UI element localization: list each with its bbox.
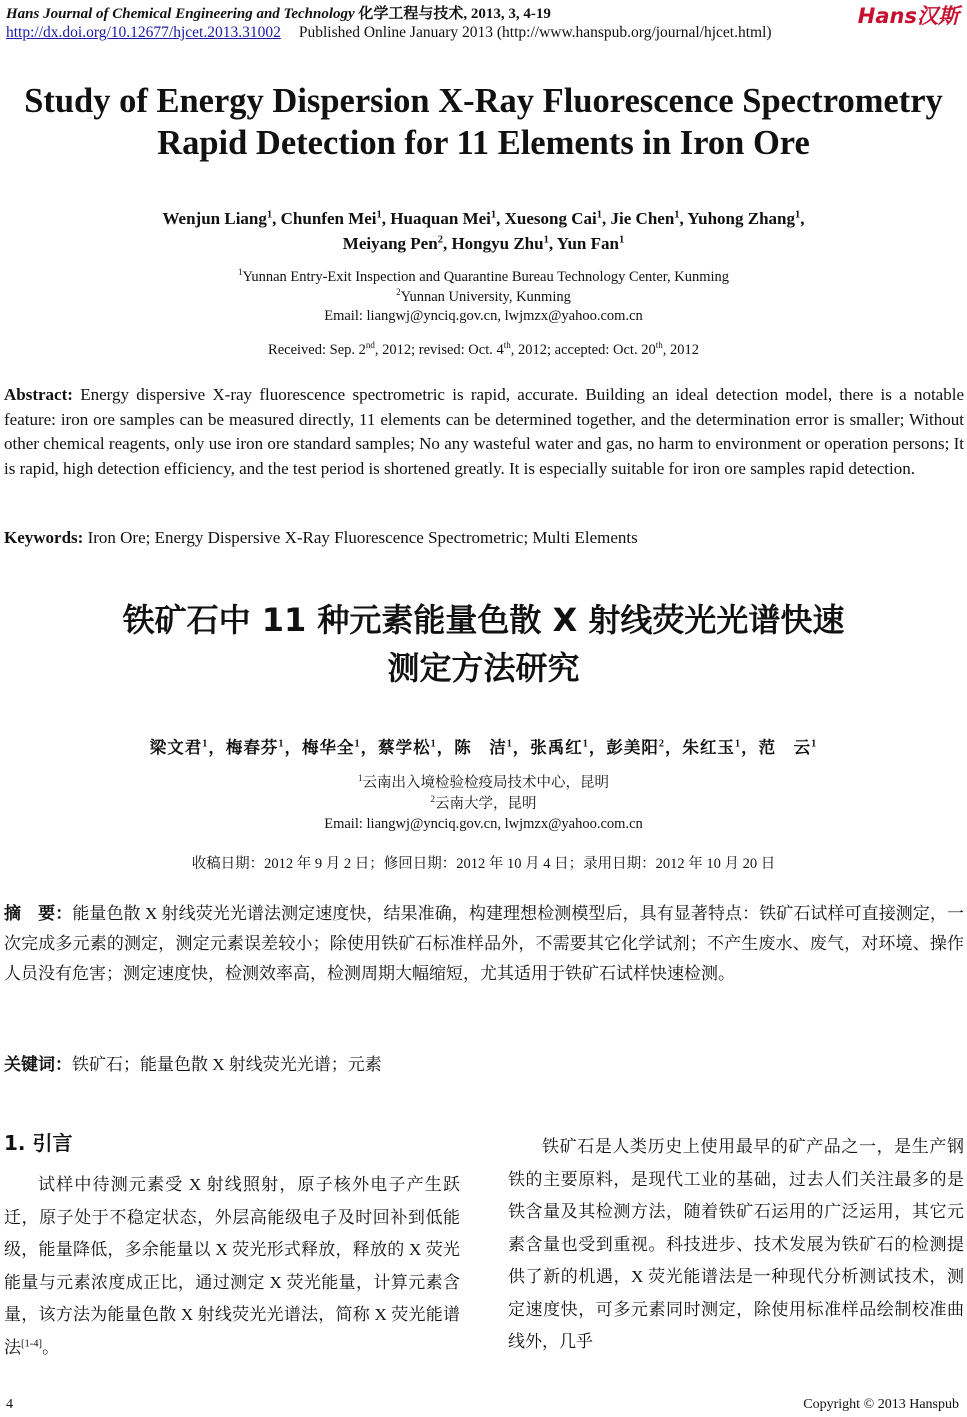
keywords-text: Iron Ore; Energy Dispersive X-Ray Fluorescence Spectrometric; Multi Elements — [87, 528, 638, 547]
body-column-left: 试样中待测元素受 X 射线照射，原子核外电子产生跃迁，原子处于不稳定状态，外层高能级电子及时回补到低能级，能量降低，多余能量以 X 荧光形式释放，释放的 X 荧光能量与元素浓度成正比，通过测定 X 荧光能量，计算元素含量，该方法为能量色散 X 射线荧光光谱法，简称 X 荧光能谱法[1-4]。 — [4, 1175, 460, 1357]
cn-title-line-1: 铁矿石中 11 种元素能量色散 X 射线荧光光谱快速 — [122, 601, 845, 639]
abstract-text: Energy dispersive X-ray fluorescence spectrometric is rapid, accurate. Building an ideal detection model, there is a notable feature: iron ore samples can be measured directly, 11 elements can be determined together, and the determination error is smaller; Without other chemical reagents, only use iron ore standard samples; No any wasteful water and gas, no harm to environment or operation persons; It is rapid, high detection efficiency, and the test period is shortened greatly. It is especially suitable for iron ore samples rapid detection. — [4, 385, 964, 478]
affiliation-2: $^2$Yunnan University, Kunming — [396, 286, 571, 305]
author-list-cn: 梁文君$^1$，梅春芬$^1$，梅华全$^1$，蔡学松$^1$，陈 洁$^1$，张禹红$^1$，彭美阳$^2$，朱红玉$^1$，范 云$^1$ — [149, 738, 818, 757]
section-heading: 1. 引言 — [4, 1131, 73, 1155]
received-dates-cn: 收稿日期：2012 年 9 月 2 日；修回日期：2012 年 10 月 4 日；录用日期：2012 年 10 月 20 日 — [191, 856, 776, 872]
keywords-cn — [4, 1050, 964, 1075]
cn-affiliation-1: $^1$云南出入境检验检疫局技术中心，昆明 — [358, 773, 609, 791]
cn-affiliation-2: $^2$云南大学，昆明 — [430, 793, 537, 812]
paper-title-cn — [0, 596, 967, 692]
left-column-text: 试样中待测元素受 X 射线照射，原子核外电子产生跃迁，原子处于不稳定状态，外层高能级电子及时回补到低能级，能量降低，多余能量以 X 荧光形式释放，释放的 X 荧光能量与元素浓度成正比，通过测定 X 荧光能量，计算元素含量，该方法为能量色散 X 射线荧光光谱法，简称 X 荧光能谱法 — [4, 1175, 460, 1357]
title-line-1: Study of Energy Dispersion X-Ray Fluorescence Spectrometry — [24, 82, 943, 120]
abstract-en — [4, 383, 964, 481]
cn-abstract-text: 能量色散 X 射线荧光光谱法测定速度快，结果准确，构建理想检测模型后，具有显著特点：铁矿石试样可直接测定，一次完成多元素的测定，测定元素误差较小；除使用铁矿石标准样品外，不需要其它化学试剂；不产生废水、废气，对环境、操作人员没有危害；测定速度快，检测效率高，检测周期大幅缩短，尤其适用于铁矿石试样快速检测。 — [4, 904, 965, 983]
doi-link[interactable]: http://dx.doi.org/10.12677/hjcet.2013.31002 — [6, 24, 281, 41]
copyright: Copyright © 2013 Hanspub — [803, 1397, 959, 1412]
cn-keywords-label: 关键词： — [4, 1055, 72, 1075]
keywords-label: Keywords: — [4, 528, 84, 547]
received-dates-en: Received: Sep. 2nd, 2012; revised: Oct. 4th, 2012; accepted: Oct. 20th, 2012 — [268, 340, 699, 358]
cn-abstract-label: 摘 要： — [4, 904, 73, 924]
journal-header — [6, 2, 551, 23]
paper-title-en — [0, 80, 967, 164]
author-line-1: Wenjun Liang$^1$, Chunfen Mei$^1$, Huaquan Mei$^1$, Xuesong Cai$^1$, Jie Chen$^1$, Yuhong Zhang$^1$, — [162, 209, 805, 228]
journal-issue: 化学工程与技术, 2013, 3, 4-19 — [358, 6, 551, 22]
cn-title-line-2: 测定方法研究 — [387, 649, 580, 687]
published-online: Published Online January 2013 (http://www.hanspub.org/journal/hjcet.html) — [298, 24, 772, 41]
abstract-cn — [4, 899, 964, 989]
journal-name: Hans Journal of Chemical Engineering and Technology — [6, 6, 355, 22]
title-line-2: Rapid Detection for 11 Elements in Iron Ore — [157, 124, 810, 162]
body-column-right: 铁矿石是人类历史上使用最早的矿产品之一，是生产钢铁的主要原料，是现代工业的基础，过去人们关注最多的是铁含量及其检测方法，随着铁矿石运用的广泛运用，其它元素含量也受到重视。科技进步、技术发展为铁矿石的检测提供了新的机遇，X 荧光能谱法是一种现代分析测试技术，测定速度快，可多元素同时测定，除使用标准样品绘制校准曲线外，几乎 — [508, 1137, 964, 1351]
email-en: Email: liangwj@ynciq.gov.cn, lwjmzx@yahoo.com.cn — [324, 308, 643, 324]
abstract-label: Abstract: — [4, 385, 73, 404]
keywords-en — [4, 528, 964, 548]
author-list-en — [0, 206, 967, 256]
hanspub-logo: Hans汉斯 — [857, 4, 959, 28]
page-number: 4 — [6, 1397, 13, 1412]
doi-line — [6, 24, 772, 42]
cn-keywords-text: 铁矿石；能量色散 X 射线荧光光谱；元素 — [72, 1055, 382, 1074]
citation-ref[interactable]: [1-4] — [21, 1337, 43, 1349]
email-cn: Email: liangwj@ynciq.gov.cn, lwjmzx@yahoo.com.cn — [324, 816, 643, 832]
affiliation-1: $^1$Yunnan Entry-Exit Inspection and Quarantine Bureau Technology Center, Kunming — [237, 267, 730, 285]
author-line-2: Meiyang Pen$^2$, Hongyu Zhu$^1$, Yun Fan$^1$ — [342, 234, 625, 253]
affiliations-cn — [0, 773, 967, 835]
affiliations-en — [0, 268, 967, 327]
